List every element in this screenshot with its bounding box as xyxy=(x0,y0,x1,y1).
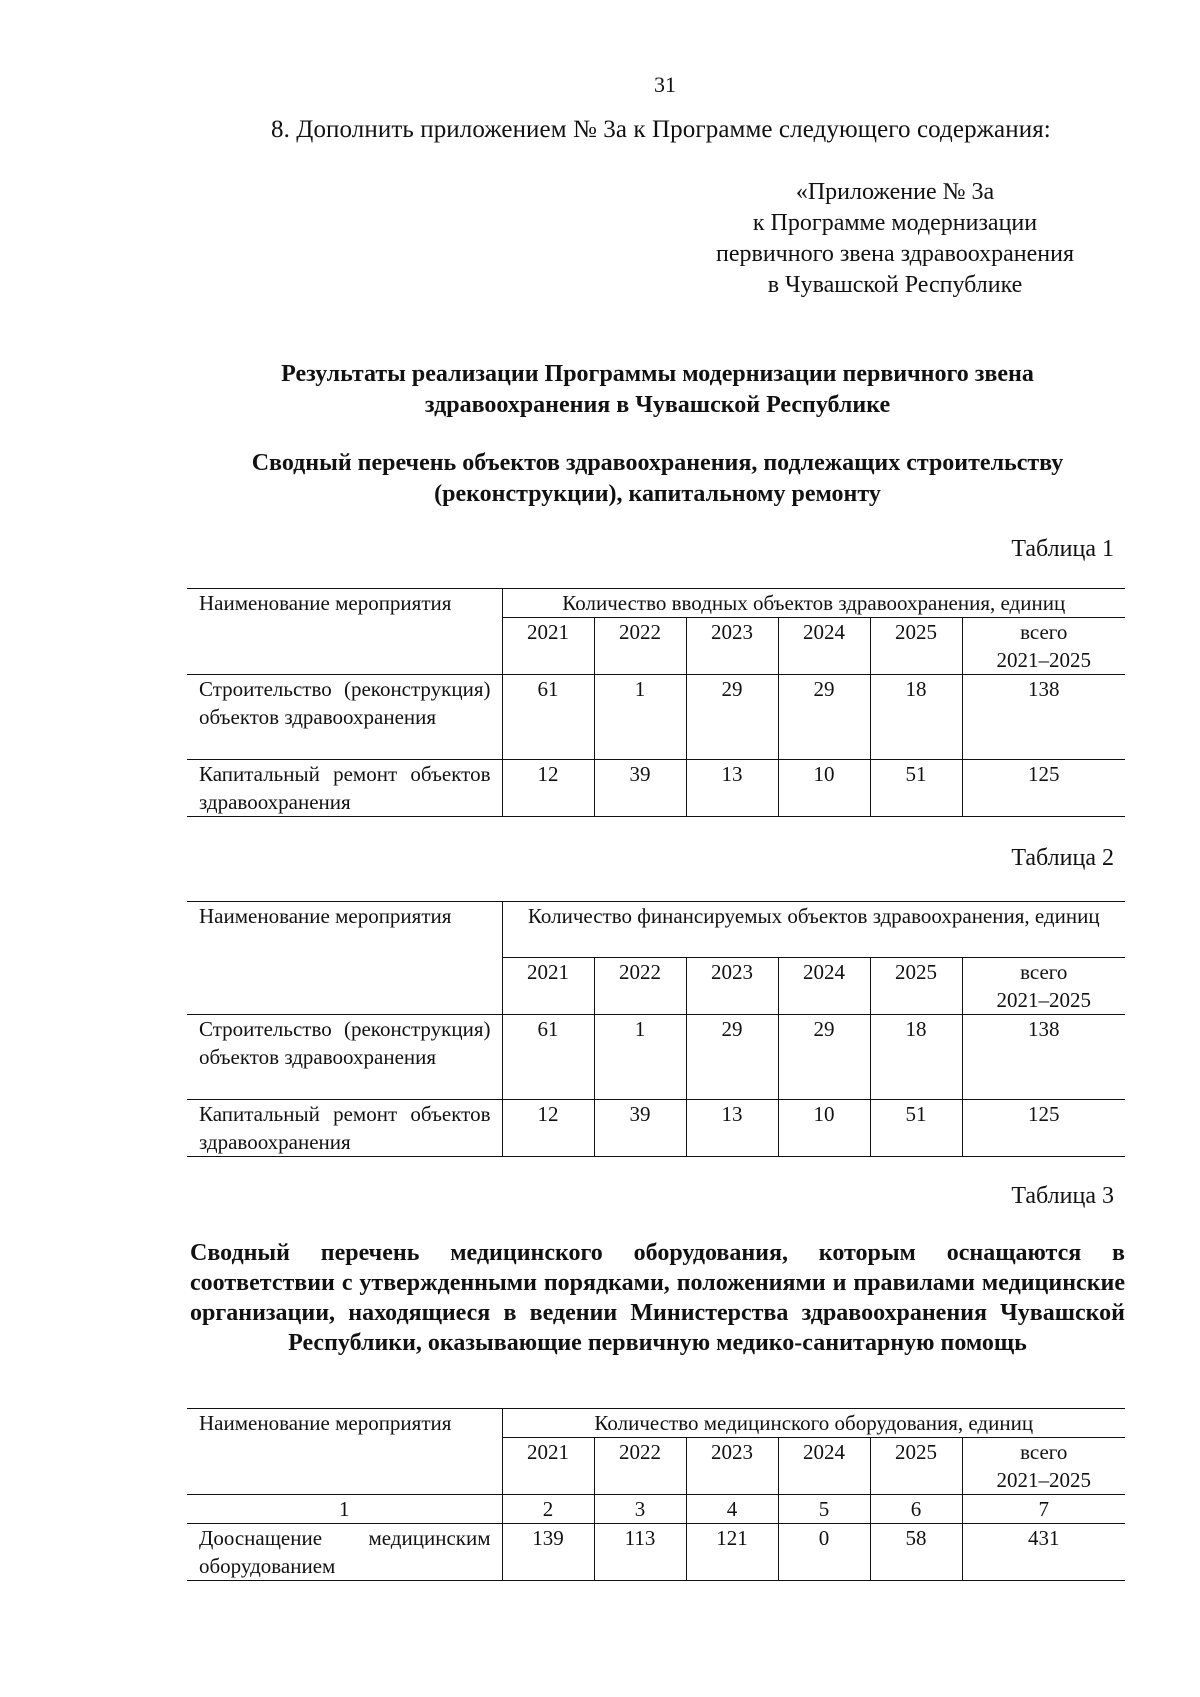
cell: 139 xyxy=(502,1524,594,1581)
cell: 58 xyxy=(870,1524,962,1581)
cell: 51 xyxy=(870,760,962,817)
column-number: 3 xyxy=(594,1495,686,1524)
total-range: 2021–2025 xyxy=(996,1468,1091,1492)
cell: 61 xyxy=(502,675,594,760)
cell: 10 xyxy=(778,760,870,817)
table3-year-header: 2023 xyxy=(686,1438,778,1495)
table1 xyxy=(187,588,1125,817)
table1-year-header: 2024 xyxy=(778,618,870,675)
row-name: Капитальный ремонт объектов здравоохранения xyxy=(187,1100,502,1157)
table3-header-name: Наименование мероприятия xyxy=(187,1409,502,1495)
table2-year-header: 2024 xyxy=(778,958,870,1015)
table2-year-header: 2023 xyxy=(686,958,778,1015)
total-label: всего xyxy=(1020,620,1068,644)
cell: 1 xyxy=(594,1015,686,1100)
table2-year-header: 2021 xyxy=(502,958,594,1015)
intro-paragraph: 8. Дополнить приложением № 3а к Программе следующего содержания: xyxy=(271,116,1051,143)
table3-year-header: 2025 xyxy=(870,1438,962,1495)
cell: 12 xyxy=(502,760,594,817)
table3 xyxy=(187,1408,1125,1581)
table3-group-header: Количество медицинского оборудования, единиц xyxy=(502,1409,1125,1438)
table3-year-header: 2021 xyxy=(502,1438,594,1495)
cell: 29 xyxy=(778,1015,870,1100)
cell: 18 xyxy=(870,1015,962,1100)
table1-year-header: 2023 xyxy=(686,618,778,675)
table1-year-header: 2021 xyxy=(502,618,594,675)
table2-year-header: 2022 xyxy=(594,958,686,1015)
table2 xyxy=(187,901,1125,1157)
table-row xyxy=(187,1100,1125,1157)
cell: 431 xyxy=(962,1524,1125,1581)
column-number: 6 xyxy=(870,1495,962,1524)
results-heading: Результаты реализации Программы модернизации первичного звена здравоохранения в Чувашской Республике xyxy=(281,361,1034,418)
total-label: всего xyxy=(1020,1440,1068,1464)
table-row xyxy=(187,760,1125,817)
table3-year-header: 2022 xyxy=(594,1438,686,1495)
table1-total-header xyxy=(962,618,1125,675)
table2-label: Таблица 2 xyxy=(1011,845,1114,871)
cell: 138 xyxy=(962,1015,1125,1100)
table1-header-name: Наименование мероприятия xyxy=(187,589,502,675)
cell: 13 xyxy=(686,760,778,817)
cell: 29 xyxy=(686,675,778,760)
table3-year-header: 2024 xyxy=(778,1438,870,1495)
row-name: Дооснащение медицинским оборудованием xyxy=(187,1524,502,1581)
row-name: Строительство (реконструкция) объектов здравоохранения xyxy=(187,1015,502,1100)
total-range: 2021–2025 xyxy=(996,988,1091,1012)
cell: 1 xyxy=(594,675,686,760)
cell: 125 xyxy=(962,760,1125,817)
column-number: 1 xyxy=(187,1495,502,1524)
table-row xyxy=(187,1524,1125,1581)
total-label: всего xyxy=(1020,960,1068,984)
table3-total-header xyxy=(962,1438,1125,1495)
table-row xyxy=(187,675,1125,760)
cell: 0 xyxy=(778,1524,870,1581)
table-row xyxy=(187,1015,1125,1100)
cell: 29 xyxy=(686,1015,778,1100)
table2-header-name: Наименование мероприятия xyxy=(187,902,502,1015)
row-name: Капитальный ремонт объектов здравоохранения xyxy=(187,760,502,817)
appendix-line: первичного звена здравоохранения xyxy=(715,241,1074,267)
cell: 51 xyxy=(870,1100,962,1157)
table1-group-header: Количество вводных объектов здравоохранения, единиц xyxy=(502,589,1125,618)
table1-year-header: 2022 xyxy=(594,618,686,675)
column-number: 5 xyxy=(778,1495,870,1524)
cell: 39 xyxy=(594,760,686,817)
cell: 39 xyxy=(594,1100,686,1157)
cell: 18 xyxy=(870,675,962,760)
table3-label: Таблица 3 xyxy=(1011,1183,1114,1209)
table1-year-header: 2025 xyxy=(870,618,962,675)
cell: 113 xyxy=(594,1524,686,1581)
table2-group-header: Количество финансируемых объектов здравоохранения, единиц xyxy=(502,902,1125,958)
table2-total-header xyxy=(962,958,1125,1015)
total-range: 2021–2025 xyxy=(996,648,1091,672)
cell: 138 xyxy=(962,675,1125,760)
cell: 13 xyxy=(686,1100,778,1157)
appendix-reference xyxy=(670,177,1120,301)
column-numbering-row xyxy=(187,1495,1125,1524)
cell: 10 xyxy=(778,1100,870,1157)
cell: 12 xyxy=(502,1100,594,1157)
equipment-heading: Сводный перечень медицинского оборудования, которым оснащаются в соответствии с утвержденными порядками, положениями и правилами медицинские организации, находящиеся в ведении Министерства здравоохранения Чувашской Республики, оказывающие первичную медико-санитарную помощь xyxy=(190,1240,1125,1356)
appendix-line: в Чувашской Республике xyxy=(767,272,1023,298)
table2-year-header: 2025 xyxy=(870,958,962,1015)
table1-label: Таблица 1 xyxy=(1011,536,1114,562)
page-number: 31 xyxy=(654,72,676,97)
column-number: 2 xyxy=(502,1495,594,1524)
cell: 125 xyxy=(962,1100,1125,1157)
column-number: 4 xyxy=(686,1495,778,1524)
objects-heading: Сводный перечень объектов здравоохранения, подлежащих строительству (реконструкции), капитальному ремонту xyxy=(251,450,1064,507)
cell: 121 xyxy=(686,1524,778,1581)
cell: 29 xyxy=(778,675,870,760)
column-number: 7 xyxy=(962,1495,1125,1524)
appendix-line: к Программе модернизации xyxy=(752,210,1038,236)
appendix-line: «Приложение № 3а xyxy=(795,179,995,205)
row-name: Строительство (реконструкция) объектов здравоохранения xyxy=(187,675,502,760)
cell: 61 xyxy=(502,1015,594,1100)
